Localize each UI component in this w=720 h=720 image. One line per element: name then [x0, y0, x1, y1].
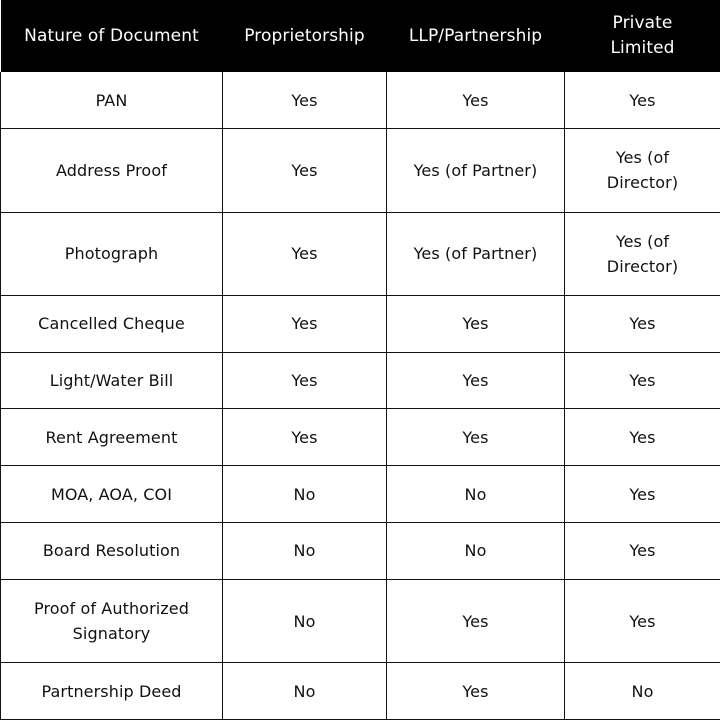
llp-partnership-cell: Yes	[387, 579, 565, 662]
table-row	[1, 72, 720, 129]
proprietorship-cell: Yes	[223, 72, 387, 129]
proprietorship-cell: Yes	[223, 129, 387, 212]
private-limited-cell: Yes	[565, 579, 720, 662]
llp-partnership-cell: Yes	[387, 409, 565, 466]
llp-partnership-cell: Yes	[387, 352, 565, 409]
document-name-cell: MOA, AOA, COI	[1, 466, 223, 523]
proprietorship-cell: Yes	[223, 409, 387, 466]
table-row	[1, 129, 720, 212]
table-row	[1, 212, 720, 295]
llp-partnership-cell: Yes (of Partner)	[387, 129, 565, 212]
header-nature-of-document: Nature of Document	[1, 0, 223, 72]
table-header	[1, 0, 720, 72]
proprietorship-cell: Yes	[223, 295, 387, 352]
proprietorship-cell: No	[223, 579, 387, 662]
llp-partnership-cell: Yes (of Partner)	[387, 212, 565, 295]
private-limited-cell: Yes	[565, 409, 720, 466]
header-proprietorship: Proprietorship	[223, 0, 387, 72]
document-name-cell: Rent Agreement	[1, 409, 223, 466]
document-name-cell: Address Proof	[1, 129, 223, 212]
table-row	[1, 295, 720, 352]
table-row	[1, 579, 720, 662]
private-limited-cell: Yes	[565, 352, 720, 409]
proprietorship-cell: No	[223, 663, 387, 720]
document-name-cell: Light/Water Bill	[1, 352, 223, 409]
table-row	[1, 663, 720, 720]
document-name-cell: Partnership Deed	[1, 663, 223, 720]
llp-partnership-cell: No	[387, 466, 565, 523]
llp-partnership-cell: No	[387, 523, 565, 580]
header-row	[1, 0, 720, 72]
table-row	[1, 523, 720, 580]
private-limited-cell: Yes	[565, 523, 720, 580]
document-name-cell: Cancelled Cheque	[1, 295, 223, 352]
llp-partnership-cell: Yes	[387, 663, 565, 720]
table-row	[1, 409, 720, 466]
header-llp-partnership: LLP/Partnership	[387, 0, 565, 72]
proprietorship-cell: Yes	[223, 212, 387, 295]
proprietorship-cell: Yes	[223, 352, 387, 409]
llp-partnership-cell: Yes	[387, 295, 565, 352]
private-limited-cell: Yes (of Director)	[565, 212, 720, 295]
document-name-cell: PAN	[1, 72, 223, 129]
table-body	[1, 72, 720, 720]
header-private-limited: Private Limited	[565, 0, 720, 72]
private-limited-cell: Yes (of Director)	[565, 129, 720, 212]
document-name-cell: Proof of Authorized Signatory	[1, 579, 223, 662]
proprietorship-cell: No	[223, 466, 387, 523]
llp-partnership-cell: Yes	[387, 72, 565, 129]
private-limited-cell: No	[565, 663, 720, 720]
document-name-cell: Photograph	[1, 212, 223, 295]
document-name-cell: Board Resolution	[1, 523, 223, 580]
private-limited-cell: Yes	[565, 466, 720, 523]
table-row	[1, 466, 720, 523]
proprietorship-cell: No	[223, 523, 387, 580]
private-limited-cell: Yes	[565, 72, 720, 129]
table-row	[1, 352, 720, 409]
private-limited-cell: Yes	[565, 295, 720, 352]
